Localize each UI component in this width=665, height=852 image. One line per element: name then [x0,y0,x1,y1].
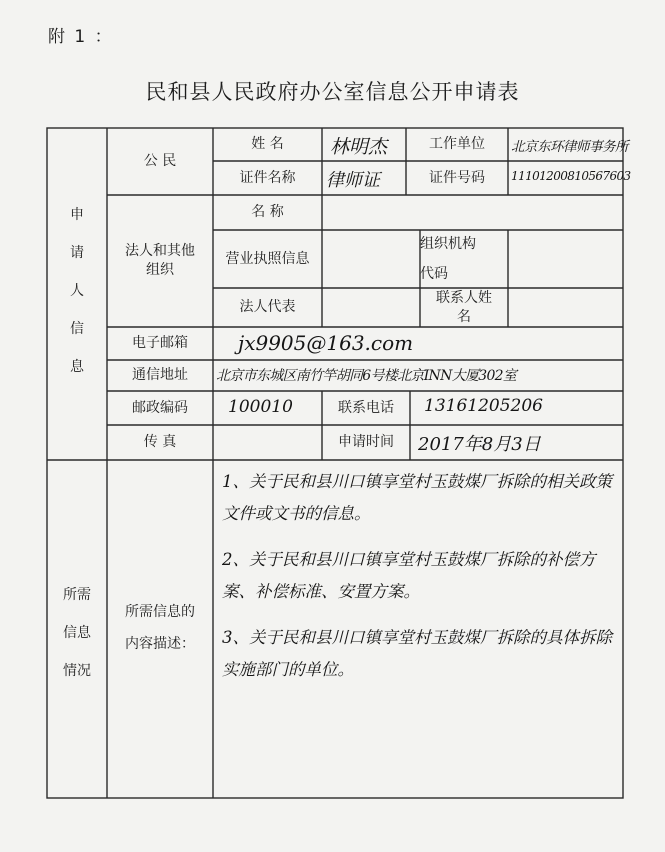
email-label: 电子邮箱 [132,335,188,352]
section-char: 申 [70,207,84,223]
name-label: 姓 名 [251,136,284,153]
business-license-label: 营业执照信息 [225,250,310,267]
phone-label: 联系电话 [338,399,394,416]
citizen-label: 公 民 [143,153,177,170]
workplace-label: 工作单位 [429,136,485,153]
organization-label: 法人和其他组织 [125,243,195,278]
request-info-section-label [47,575,107,695]
postal-code-label: 邮政编码 [132,399,188,416]
email-value[interactable]: jx9905@163.com [238,331,414,355]
section-line: 情况 [63,663,91,679]
request-item: 1、关于民和县川口镇享堂村玉鼓煤厂拆除的相关政策文件或文书的信息。 [222,472,612,523]
phone-value[interactable]: 13161205206 [424,396,543,416]
workplace-value[interactable]: 北京东环律师事务所 [511,139,628,155]
contact-name-label: 联系人姓名 [436,289,492,325]
requested-information-content[interactable] [222,466,614,700]
postal-code-value[interactable]: 100010 [228,397,293,417]
org-code-label: 组织机构代码 [420,236,476,282]
section-char: 息 [70,359,84,375]
id-type-label: 证件名称 [239,169,296,186]
application-date-label: 申请时间 [338,434,394,451]
address-value[interactable]: 北京市东城区南竹竿胡同6号楼北京INN大厦302室 [216,368,517,384]
section-char: 请 [70,245,84,261]
id-number-label: 证件号码 [429,169,485,186]
application-date-value[interactable]: 2017年8月3日 [418,434,541,455]
name-value[interactable]: 林明杰 [330,136,388,158]
content-description-label [107,595,213,665]
attachment-label: 附 1 ： [48,27,114,47]
applicant-info-section-label [47,195,107,385]
address-label: 通信地址 [132,367,188,384]
section-line: 所需 [63,587,91,603]
label-line: 所需信息的 [125,604,195,620]
request-item: 3、关于民和县川口镇享堂村玉鼓煤厂拆除的具体拆除实施部门的单位。 [222,628,612,679]
section-line: 信息 [63,625,91,641]
request-item: 2、关于民和县川口镇享堂村玉鼓煤厂拆除的补偿方案、补偿标准、安置方案。 [222,550,596,601]
fax-label: 传 真 [143,434,177,451]
id-type-value[interactable]: 律师证 [326,170,380,191]
label-line: 内容描述： [125,636,195,652]
section-char: 人 [70,283,84,299]
form-title: 民和县人民政府办公室信息公开申请表 [145,80,520,104]
org-name-label: 名 称 [251,204,284,221]
section-char: 信 [70,321,84,337]
legal-rep-label: 法人代表 [239,299,296,316]
id-number-value[interactable]: 11101200810567603 [511,169,631,183]
